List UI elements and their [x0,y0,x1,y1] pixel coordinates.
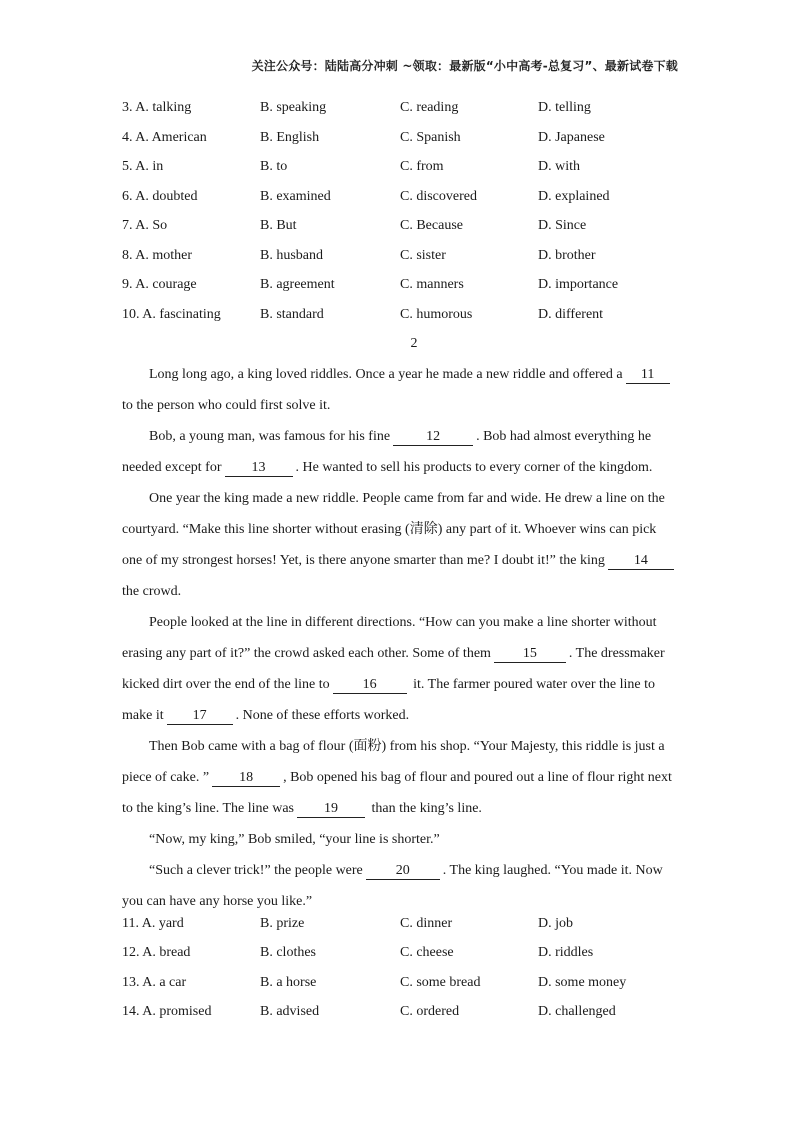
option-3c: C. reading [400,100,459,115]
option-13c: C. some bread [400,975,481,990]
blank-13: 13 [225,460,293,477]
passage-line: make it 17 . None of these efforts worked. [122,708,410,723]
option-5b: B. to [260,159,288,174]
passage-line: Then Bob came with a bag of flour (面粉) from his shop. “Your Majesty, this riddle is just a [149,739,665,754]
option-10a: 10. A. fascinating [122,307,221,322]
option-8d: D. brother [538,248,596,263]
passage-line: to the king’s line. The line was 19 than the king’s line. [122,801,482,816]
option-13b: B. a horse [260,975,317,990]
page-header-banner: 关注公众号：陆陆高分冲刺 ~领取：最新版“小中高考-总复习”、最新试卷下载 [251,59,678,73]
option-9a: 9. A. courage [122,277,197,292]
option-3d: D. telling [538,100,591,115]
option-5a: 5. A. in [122,159,164,174]
option-12c: C. cheese [400,945,454,960]
option-6c: C. discovered [400,189,477,204]
passage-line: piece of cake. ” 18 , Bob opened his bag of flour and poured out a line of flour right next [122,770,672,785]
option-10b: B. standard [260,307,324,322]
blank-16: 16 [333,677,407,694]
passage-line: “Such a clever trick!” the people were 20 . The king laughed. “You made it. Now [149,863,663,878]
passage-line: you can have any horse you like.” [122,894,313,909]
option-6d: D. explained [538,189,610,204]
passage-line: Long long ago, a king loved riddles. Once a year he made a new riddle and offered a 11 [122,359,678,390]
passage [122,359,678,917]
option-4a: 4. A. American [122,130,207,145]
option-12a: 12. A. bread [122,945,191,960]
option-7b: B. But [260,218,297,233]
option-9d: D. importance [538,277,619,292]
option-4b: B. English [260,130,320,145]
option-3a: 3. A. talking [122,100,192,115]
option-6a: 6. A. doubted [122,189,198,204]
blank-17: 17 [167,708,233,725]
option-4c: C. Spanish [400,130,461,145]
option-14b: B. advised [260,1004,320,1019]
option-9b: B. agreement [260,277,335,292]
option-7a: 7. A. So [122,218,168,233]
option-12d: D. riddles [538,945,594,960]
blank-15: 15 [494,646,566,663]
passage-line: People looked at the line in different directions. “How can you make a line shorter without [149,615,657,630]
blank-19: 19 [297,801,365,818]
option-14d: D. challenged [538,1004,616,1019]
option-5d: D. with [538,159,580,174]
option-10d: D. different [538,307,604,322]
blank-18: 18 [212,770,280,787]
option-4d: D. Japanese [538,130,605,145]
option-8c: C. sister [400,248,446,263]
passage-line: courtyard. “Make this line shorter without erasing (清除) any part of it. Whoever wins can pick [122,522,657,537]
section-number: 2 [410,336,418,351]
passage-line: one of my strongest horses! Yet, is there anyone smarter than me? I doubt it!” the king 14 [122,545,678,576]
blank-11: 11 [626,367,670,384]
passage-line: to the person who could first solve it. [122,398,331,413]
option-5c: C. from [400,159,444,174]
option-10c: C. humorous [400,307,473,322]
blank-12: 12 [393,429,473,446]
passage-line: kicked dirt over the end of the line to 16 it. The farmer poured water over the line to [122,677,656,692]
option-11b: B. prize [260,916,305,931]
option-8a: 8. A. mother [122,248,192,263]
passage-line: the crowd. [122,584,182,599]
blank-14: 14 [608,553,674,570]
blank-20: 20 [366,863,440,880]
option-11a: 11. A. yard [122,916,184,931]
option-14a: 14. A. promised [122,1004,212,1019]
option-8b: B. husband [260,248,323,263]
option-6b: B. examined [260,189,331,204]
passage-line: “Now, my king,” Bob smiled, “your line is shorter.” [149,832,440,847]
option-7c: C. Because [400,218,463,233]
passage-line: Bob, a young man, was famous for his fine 12 . Bob had almost everything he [149,429,652,444]
passage-line: erasing any part of it?” the crowd asked each other. Some of them 15 . The dressmaker [122,646,665,661]
option-13a: 13. A. a car [122,975,187,990]
passage-line: needed except for 13 . He wanted to sell his products to every corner of the kingdom. [122,460,653,475]
option-12b: B. clothes [260,945,316,960]
option-11c: C. dinner [400,916,453,931]
option-3b: B. speaking [260,100,327,115]
option-11d: D. job [538,916,573,931]
option-14c: C. ordered [400,1004,460,1019]
passage-line: One year the king made a new riddle. People came from far and wide. He drew a line on the [149,491,665,506]
option-9c: C. manners [400,277,464,292]
option-13d: D. some money [538,975,627,990]
option-7d: D. Since [538,218,587,233]
